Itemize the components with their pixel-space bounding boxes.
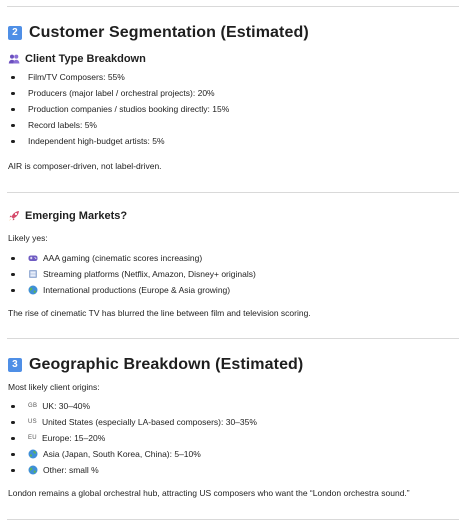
list-item: International productions (Europe & Asia growing)	[8, 282, 256, 298]
subheading-title: Emerging Markets?	[25, 210, 128, 222]
divider	[7, 6, 459, 7]
film-frames-icon	[28, 269, 38, 279]
list-item: EU Europe: 15–20%	[8, 430, 257, 446]
list-item: Streaming platforms (Netflix, Amazon, Disney+ originals)	[8, 266, 256, 282]
list-item: Producers (major label / orchestral projects): 20%	[8, 85, 229, 101]
divider	[7, 338, 459, 339]
flag-eu-icon: EU	[28, 435, 37, 441]
list-item: GB UK: 30–40%	[8, 398, 257, 414]
geographic-list	[8, 398, 257, 478]
client-type-list	[8, 69, 229, 149]
divider	[7, 192, 459, 193]
emerging-markets-list	[8, 250, 256, 298]
subheading-client-type	[8, 53, 146, 65]
list-item: US United States (especially LA-based composers): 30–35%	[8, 414, 257, 430]
number-2-icon: 2	[8, 26, 22, 40]
section-heading-customer-segmentation	[8, 24, 309, 42]
globe-icon	[28, 285, 38, 295]
number-3-icon: 3	[8, 358, 22, 372]
paragraph-note: London remains a global orchestral hub, attracting US composers who want the “London orchestra sound.”	[8, 488, 410, 498]
divider	[7, 519, 459, 520]
paragraph-intro: Likely yes:	[8, 233, 48, 243]
section-title: Customer Segmentation (Estimated)	[29, 24, 309, 41]
flag-gb-icon: GB	[28, 403, 38, 409]
list-item: AAA gaming (cinematic scores increasing)	[8, 250, 256, 266]
globe-icon	[28, 449, 38, 459]
section-title: Geographic Breakdown (Estimated)	[29, 356, 304, 373]
list-item: Record labels: 5%	[8, 117, 229, 133]
globe-icon	[28, 465, 38, 475]
paragraph-note: AIR is composer-driven, not label-driven.	[8, 161, 162, 171]
list-item: Asia (Japan, South Korea, China): 5–10%	[8, 446, 257, 462]
subheading-title: Client Type Breakdown	[25, 53, 146, 65]
gamepad-icon	[28, 253, 38, 263]
flag-us-icon: US	[28, 419, 37, 425]
list-item: Production companies / studios booking directly: 15%	[8, 101, 229, 117]
rocket-icon	[8, 210, 20, 222]
list-item: Film/TV Composers: 55%	[8, 69, 229, 85]
people-icon	[8, 53, 20, 65]
subheading-emerging-markets	[8, 210, 127, 222]
list-item: Independent high-budget artists: 5%	[8, 133, 229, 149]
paragraph-note: The rise of cinematic TV has blurred the line between film and television scoring.	[8, 308, 311, 318]
paragraph-intro: Most likely client origins:	[8, 382, 100, 392]
section-heading-geographic-breakdown	[8, 356, 303, 374]
list-item: Other: small %	[8, 462, 257, 478]
